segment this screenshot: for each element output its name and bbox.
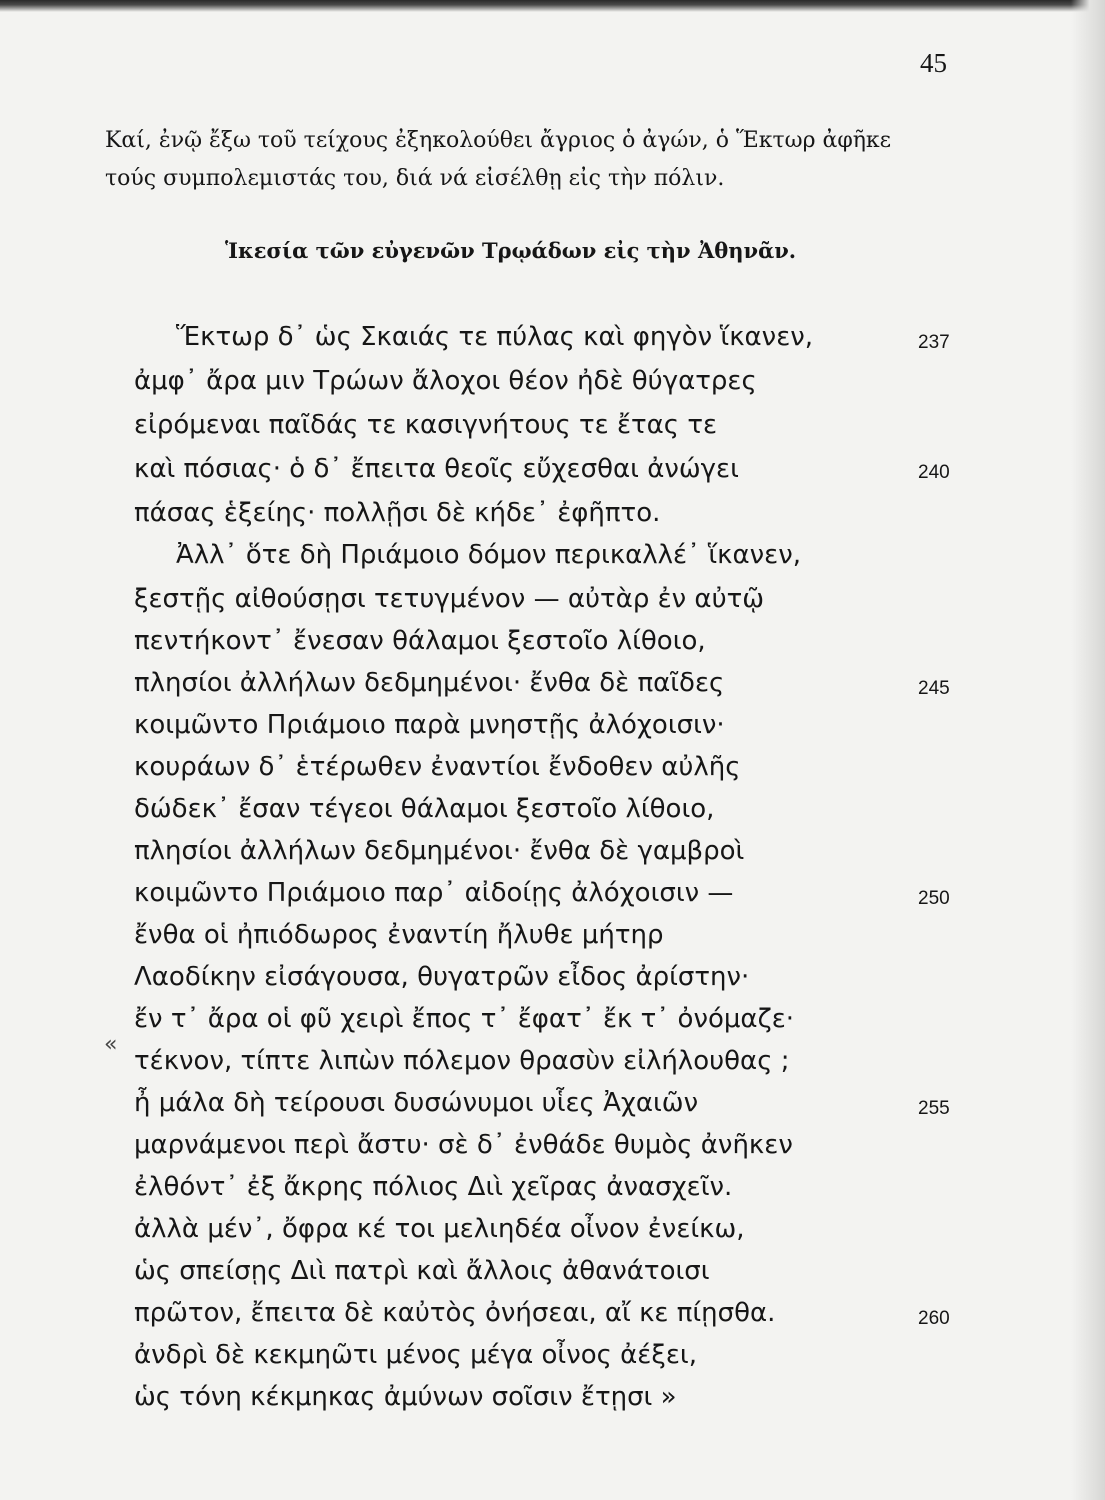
verse-line: καὶ πόσιας· ὁ δ᾽ ἔπειτα θεοῖς εὔχεσθαι ἀνώγει bbox=[134, 454, 739, 484]
verse-line: μαρνάμενοι περὶ ἄστυ· σὲ δ᾽ ἐνθάδε θυμὸς ἀνῆκεν bbox=[134, 1130, 793, 1160]
verse-line: τέκνον, τίπτε λιπὼν πόλεμον θρασὺν εἰλήλουθας ; bbox=[134, 1046, 790, 1076]
verse-line: εἰρόμεναι παῖδάς τε κασιγνήτους τε ἔτας τε bbox=[134, 410, 718, 440]
scan-top-edge bbox=[0, 0, 1105, 12]
verse-line: πλησίοι ἀλλήλων δεδμημένοι· ἔνθα δὲ παῖδες bbox=[134, 668, 725, 698]
line-number: 250 bbox=[918, 888, 950, 909]
line-number: 245 bbox=[918, 678, 950, 699]
line-number: 237 bbox=[918, 332, 950, 353]
verse-line: ἀνδρὶ δὲ κεκμηῶτι μένος μέγα οἶνος ἀέξει, bbox=[134, 1340, 697, 1370]
verse-line: ἐλθόντ᾽ ἐξ ἄκρης πόλιος Διὶ χεῖρας ἀνασχεῖν. bbox=[134, 1172, 733, 1202]
scan-right-edge bbox=[1071, 0, 1105, 1500]
page-number: 45 bbox=[920, 48, 947, 78]
verse-line: Ἀλλ᾽ ὅτε δὴ Πριάμοιο δόμον περικαλλέ᾽ ἵκανεν, bbox=[176, 540, 802, 570]
verse-line: Λαοδίκην εἰσάγουσα, θυγατρῶν εἶδος ἀρίστην· bbox=[134, 962, 750, 992]
verse-line: πλησίοι ἀλλήλων δεδμημένοι· ἔνθα δὲ γαμβροὶ bbox=[134, 836, 745, 866]
verse-line: πρῶτον, ἔπειτα δὲ καὐτὸς ὀνήσεαι, αἴ κε πίῃσθα. bbox=[134, 1298, 776, 1328]
intro-line: Καί, ἐνῷ ἔξω τοῦ τείχους ἐξηκολούθει ἄγριος ὁ ἀγών, ὁ Ἕκτωρ ἀφῆκε bbox=[105, 128, 892, 153]
verse-line: ἔνθα οἱ ἠπιόδωρος ἐναντίη ἤλυθε μήτηρ bbox=[134, 920, 664, 950]
verse-line: ἀμφ᾽ ἄρα μιν Τρώων ἄλοχοι θέον ἠδὲ θύγατρες bbox=[134, 366, 757, 396]
verse-line: ξεστῇς αἰθούσῃσι τετυγμένον — αὐτὰρ ἐν αὐτῷ bbox=[134, 584, 765, 614]
verse-line: πεντήκοντ᾽ ἔνεσαν θάλαμοι ξεστοῖο λίθοιο, bbox=[134, 626, 706, 656]
line-number: 260 bbox=[918, 1308, 950, 1329]
verse-line: κουράων δ᾽ ἑτέρωθεν ἐναντίοι ἔνδοθεν αὐλῆς bbox=[134, 752, 741, 782]
intro-paragraph bbox=[105, 122, 965, 198]
line-number: 255 bbox=[918, 1098, 950, 1119]
section-heading: Ἱκεσία τῶν εὐγενῶν Τρῳάδων εἰς τὴν Ἀθηνᾶν. bbox=[225, 238, 797, 263]
verse-line: πάσας ἑξείης· πολλῇσι δὲ κήδε᾽ ἐφῆπτο. bbox=[134, 498, 661, 528]
intro-line: τούς συμπολεμιστάς του, διά νά εἰσέλθῃ εἰς τὴν πόλιν. bbox=[105, 166, 725, 191]
verse-line: δώδεκ᾽ ἔσαν τέγεοι θάλαμοι ξεστοῖο λίθοιο, bbox=[134, 794, 715, 824]
verse-line: ἦ μάλα δὴ τείρουσι δυσώνυμοι υἷες Ἀχαιῶν bbox=[134, 1088, 699, 1118]
verse-line: ὡς σπείσῃς Διὶ πατρὶ καὶ ἄλλοις ἀθανάτοισι bbox=[134, 1256, 710, 1286]
verse-line: Ἕκτωρ δ᾽ ὡς Σκαιάς τε πύλας καὶ φηγὸν ἵκανεν, bbox=[176, 322, 814, 352]
line-number: 240 bbox=[918, 462, 950, 483]
verse-line: κοιμῶντο Πριάμοιο παρ᾽ αἰδοίῃς ἀλόχοισιν — bbox=[134, 878, 734, 908]
verse-line: ἀλλὰ μέν᾽, ὄφρα κέ τοι μελιηδέα οἶνον ἐνείκω, bbox=[134, 1214, 745, 1244]
verse-line: κοιμῶντο Πριάμοιο παρὰ μνηστῇς ἀλόχοισιν· bbox=[134, 710, 725, 740]
verse-line: ἔν τ᾽ ἄρα οἱ φῦ χειρὶ ἔπος τ᾽ ἔφατ᾽ ἔκ τ᾽ ὀνόμαζε· bbox=[134, 1004, 795, 1034]
opening-quote-mark: « bbox=[104, 1032, 118, 1057]
verse-line: ὡς τόνη κέκμηκας ἀμύνων σοῖσιν ἔτῃσι » bbox=[134, 1382, 677, 1412]
